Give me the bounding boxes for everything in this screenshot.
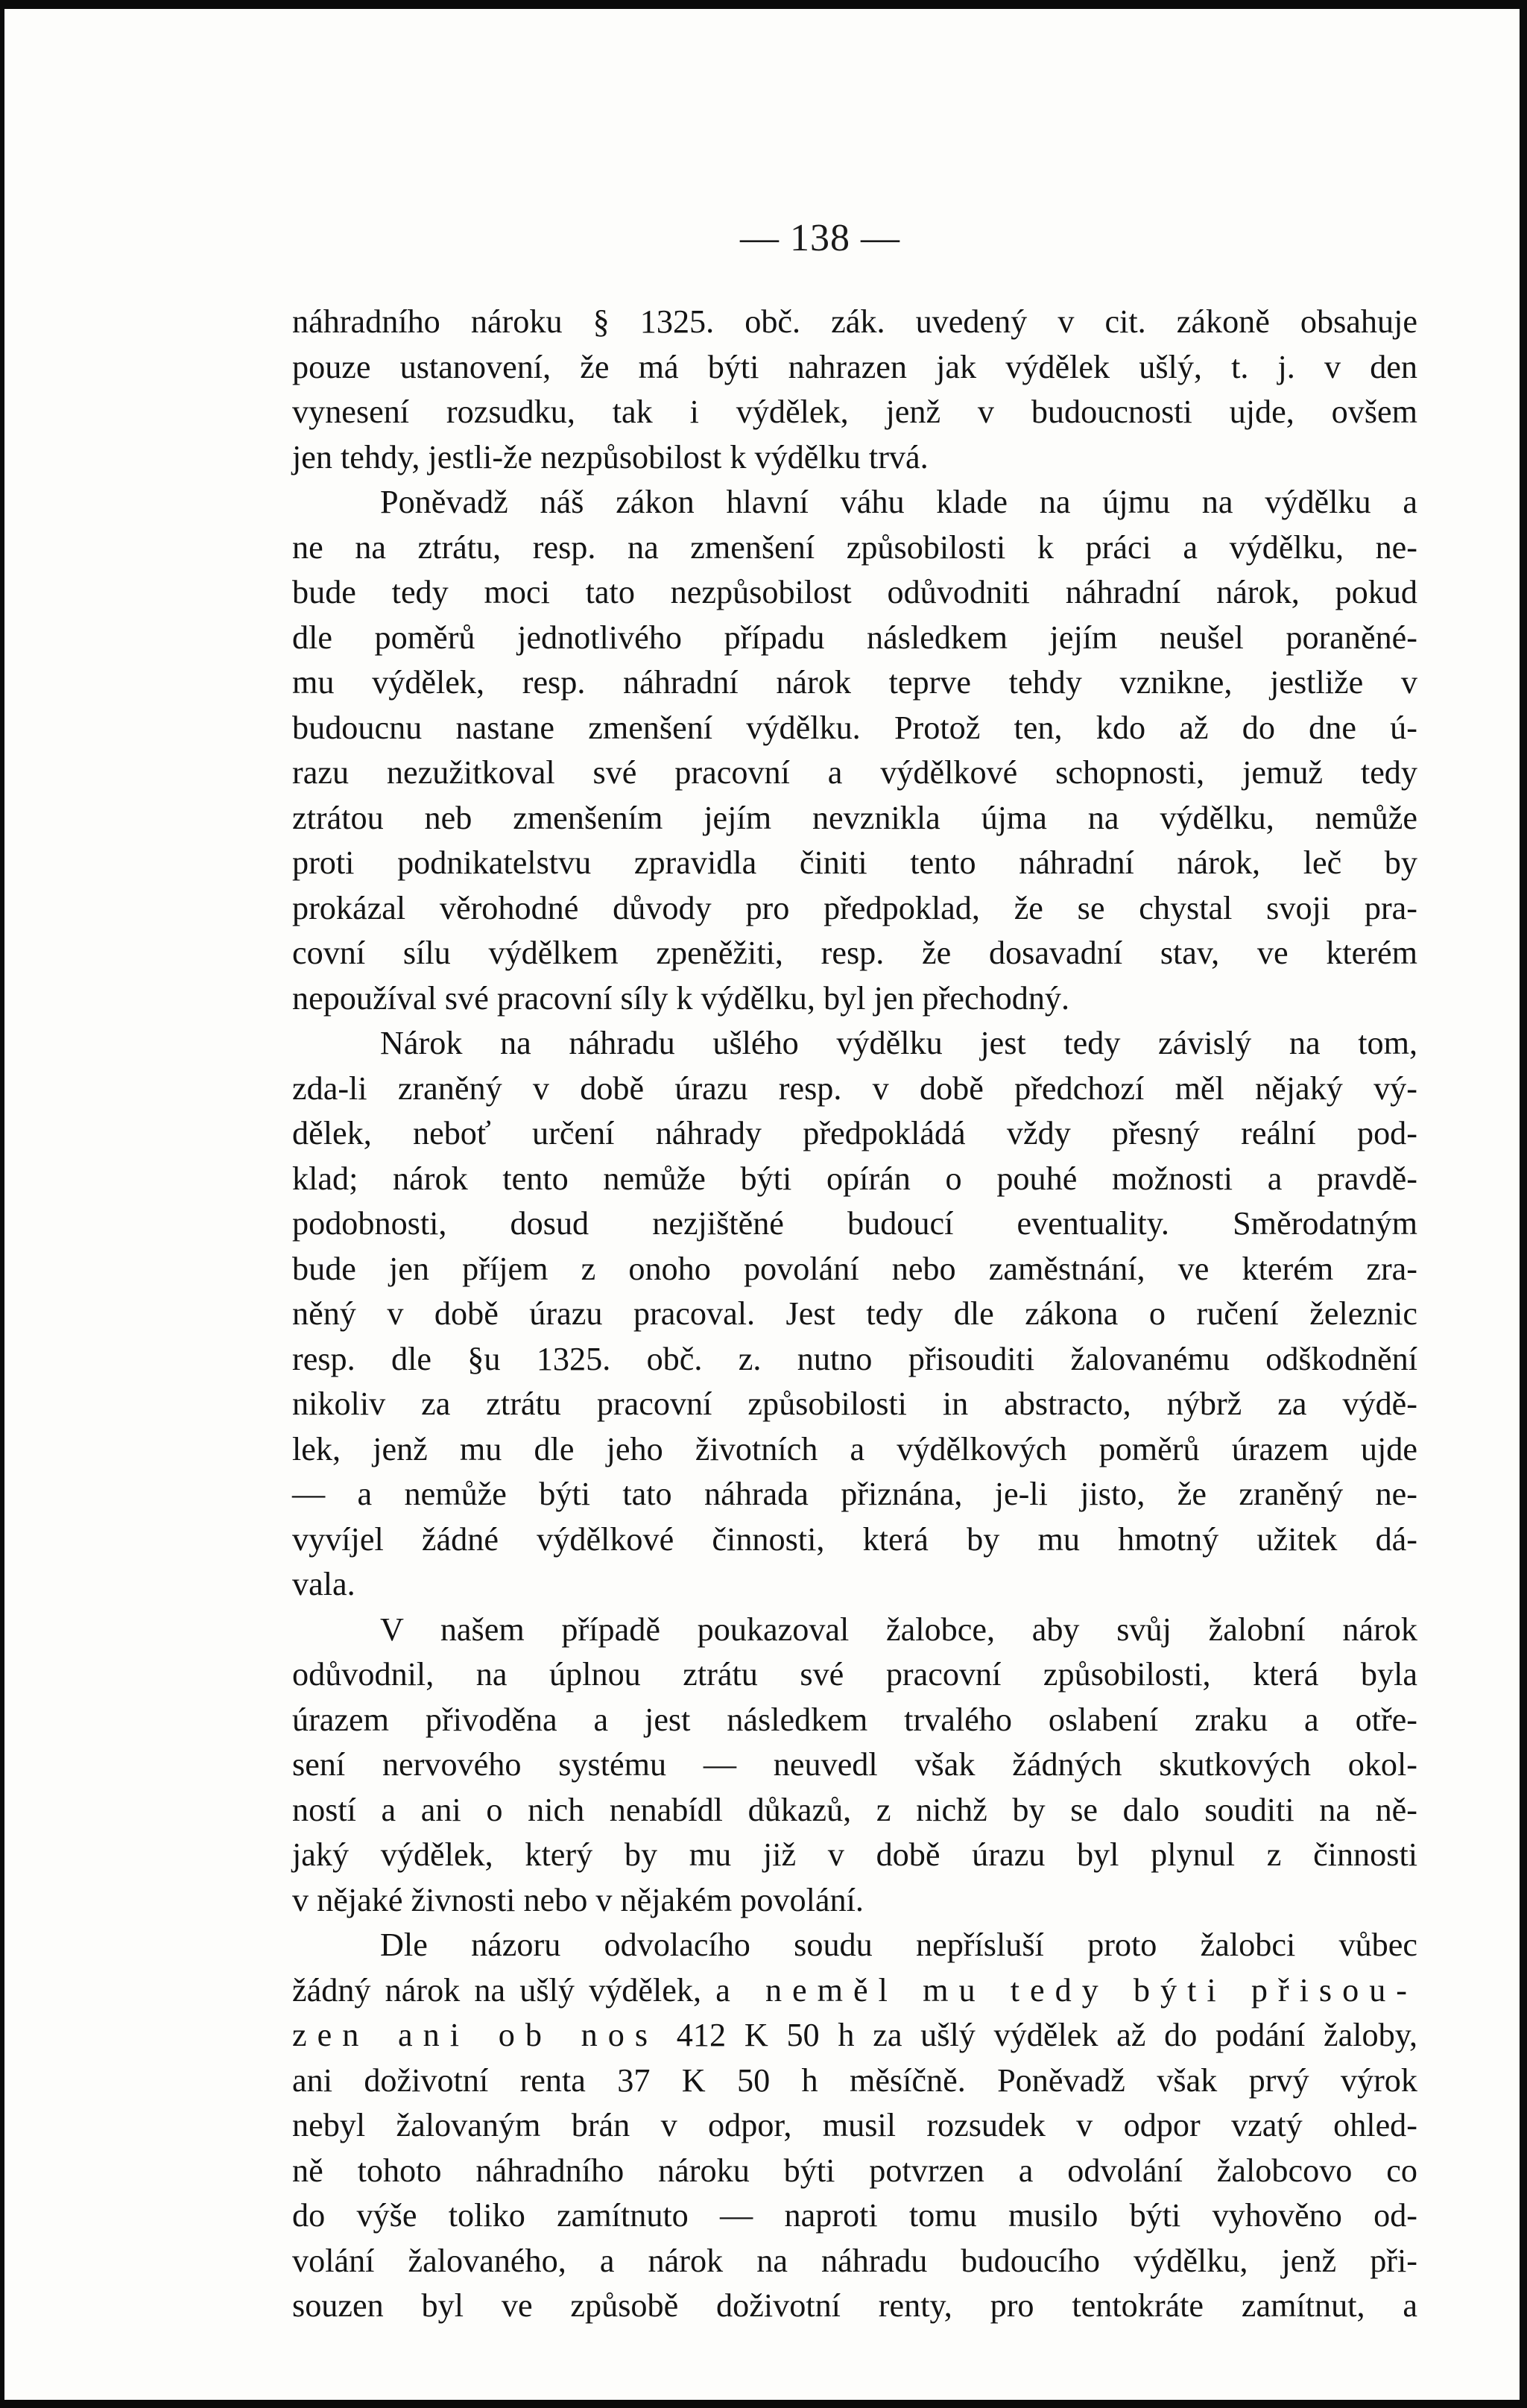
line-text: klad; nárok tento nemůže býti opírán o pouhé možnosti a pravdě-	[292, 1160, 1417, 1197]
line-text: — a nemůže býti tato náhrada přiznána, je-li jisto, že zraněný ne-	[292, 1476, 1417, 1512]
text-line	[292, 345, 1417, 391]
line-text: V našem případě poukazoval žalobce, aby svůj žalobní nárok	[380, 1611, 1417, 1648]
line-text: Nárok na náhradu ušlého výdělku jest tedy závislý na tom,	[380, 1025, 1417, 1061]
line-text: razu nezužitkoval své pracovní a výdělkové schopnosti, jemuž tedy	[292, 754, 1417, 791]
text-line	[292, 2284, 1417, 2329]
body-text	[292, 300, 1417, 2329]
line-text: proti podnikatelstvu zpravidla činiti tento náhradní nárok, leč by	[292, 844, 1417, 881]
text-line	[292, 706, 1417, 751]
text-line	[292, 1833, 1417, 1878]
line-text: ne na ztrátu, resp. na zmenšení způsobilosti k práci a výdělku, ne-	[292, 528, 1417, 566]
text-line	[292, 1968, 1417, 2014]
line-text: dělek, neboť určení náhrady předpokládá vždy přesný reální pod-	[292, 1115, 1417, 1151]
line-text: volání žalovaného, a nárok na náhradu budoucího výdělku, jenž při-	[292, 2242, 1417, 2279]
line-text: náhradního nároku § 1325. obč. zák. uvedený v cit. zákoně obsahuje	[292, 303, 1417, 340]
text-line	[292, 976, 1417, 1022]
line-text: ani doživotní renta 37 K 50 h měsíčně. Poněvadž však prvý výrok	[292, 2061, 1417, 2099]
text-line	[292, 1788, 1417, 1833]
book-page	[4, 9, 1520, 2400]
text-line	[292, 300, 1417, 345]
line-text: pouze ustanovení, že má býti nahrazen jak výdělek ušlý, t. j. v den	[292, 348, 1417, 385]
line-text: 412 K 50 h za ušlý výdělek až do podání žaloby,	[658, 2017, 1418, 2053]
line-text: zda-li zraněný v době úrazu resp. v době předchozí měl nějaký vý-	[292, 1069, 1417, 1107]
line-text: v nějaké živnosti nebo v nějakém povolání.	[292, 1881, 864, 1918]
text-line	[292, 1157, 1417, 1202]
line-text: ztrátou neb zmenšením jejím nevznikla újma na výdělku, nemůže	[292, 799, 1417, 836]
text-line	[292, 1247, 1417, 1292]
text-line	[292, 1292, 1417, 1337]
text-line	[292, 2239, 1417, 2284]
line-text: nepoužíval své pracovní síly k výdělku, byl jen přechodný.	[292, 979, 1070, 1017]
text-line	[292, 886, 1417, 932]
line-text: nebyl žalovaným brán v odpor, musil rozsudek v odpor vzatý ohled-	[292, 2107, 1417, 2143]
text-line	[292, 435, 1417, 481]
line-text: něný v době úrazu pracoval. Jest tedy dle zákona o ručení železnic	[292, 1295, 1417, 1332]
line-text: úrazem přivoděna a jest následkem trvalého oslabení zraku a otře-	[292, 1701, 1417, 1738]
line-text: vala.	[292, 1566, 355, 1602]
line-text: jen tehdy, jestli-že nezpůsobilost k výdělku trvá.	[292, 438, 929, 475]
line-text: odůvodnil, na úplnou ztrátu své pracovní způsobilosti, která byla	[292, 1656, 1417, 1693]
text-line	[292, 616, 1417, 661]
text-line	[292, 480, 1417, 525]
line-text: žádný nárok na ušlý výdělek,	[292, 1971, 702, 2009]
line-text: mu výdělek, resp. náhradní nárok teprve tehdy vznikne, jestliže v	[292, 664, 1417, 701]
text-line	[292, 525, 1417, 571]
line-text: lek, jenž mu dle jeho životních a výdělkových poměrů úrazem ujde	[292, 1430, 1417, 1467]
text-line	[292, 2149, 1417, 2194]
spaced-emphasis: zen ani ob nos	[292, 2017, 659, 2053]
line-text: ností a ani o nich nenabídl důkazů, z nichž by se dalo souditi na ně-	[292, 1791, 1417, 1828]
text-line	[292, 750, 1417, 796]
text-line	[292, 1698, 1417, 1743]
text-line	[292, 1382, 1417, 1427]
text-line	[292, 570, 1417, 616]
line-text: budoucnu nastane zmenšení výdělku. Protož ten, kdo až do dne ú-	[292, 709, 1417, 746]
text-line	[292, 660, 1417, 706]
text-line	[292, 1608, 1417, 1653]
text-line	[292, 1021, 1417, 1066]
text-line	[292, 2103, 1417, 2149]
text-line	[292, 2058, 1417, 2104]
text-line	[292, 1337, 1417, 1382]
text-line	[292, 2013, 1417, 2058]
text-line	[292, 1742, 1417, 1788]
text-line	[292, 1562, 1417, 1608]
line-text: dle poměrů jednotlivého případu následkem jejím neušel poraněné-	[292, 619, 1417, 656]
line-text: resp. dle §u 1325. obč. z. nutno přisouditi žalovanému odškodnění	[292, 1340, 1417, 1377]
line-text: podobnosti, dosud nezjištěné budoucí eventuality. Směrodatným	[292, 1205, 1417, 1242]
page-number: — 138 —	[740, 217, 900, 259]
line-text: covní sílu výdělkem zpeněžiti, resp. že dosavadní stav, ve kterém	[292, 935, 1417, 971]
line-text: do výše toliko zamítnuto — naproti tomu musilo býti vyhověno od-	[292, 2197, 1417, 2234]
line-text: vynesení rozsudku, tak i výdělek, jenž v budoucnosti ujde, ovšem	[292, 394, 1417, 430]
text-line	[292, 1517, 1417, 1563]
line-text: bude jen příjem z onoho povolání nebo zaměstnání, ve kterém zra-	[292, 1250, 1417, 1287]
text-line	[292, 1652, 1417, 1698]
text-line	[292, 1472, 1417, 1517]
line-text: prokázal věrohodné důvody pro předpoklad, že se chystal svoji pra-	[292, 889, 1417, 926]
line-text: nikoliv za ztrátu pracovní způsobilosti in abstracto, nýbrž za výdě-	[292, 1385, 1417, 1422]
text-line	[292, 1111, 1417, 1157]
line-text: Poněvadž náš zákon hlavní váhu klade na újmu na výdělku a	[380, 484, 1417, 520]
line-text: souzen byl ve způsobě doživotní renty, pro tentokráte zamítnut, a	[292, 2287, 1417, 2324]
text-line	[292, 1201, 1417, 1247]
text-line	[292, 2193, 1417, 2239]
line-text: vyvíjel žádné výdělkové činnosti, která by mu hmotný užitek dá-	[292, 1520, 1417, 1558]
text-line	[292, 1923, 1417, 1968]
text-line	[292, 931, 1417, 976]
text-line	[292, 1427, 1417, 1473]
line-text: jaký výdělek, který by mu již v době úrazu byl plynul z činnosti	[292, 1836, 1417, 1873]
text-line	[292, 1878, 1417, 1924]
line-text: Dle názoru odvolacího soudu nepřísluší proto žalobci vůbec	[380, 1927, 1417, 1963]
text-line	[292, 390, 1417, 435]
line-text: sení nervového systému — neuvedl však žádných skutkových okol-	[292, 1746, 1417, 1783]
text-line	[292, 796, 1417, 841]
text-line	[292, 1066, 1417, 1112]
text-line	[292, 841, 1417, 886]
line-text: bude tedy moci tato nezpůsobilost odůvodniti náhradní nárok, pokud	[292, 574, 1417, 610]
line-text: ně tohoto náhradního nároku býti potvrzen a odvolání žalobcovo co	[292, 2152, 1417, 2189]
spaced-emphasis: a neměl mu tedy býti přisou-	[715, 1971, 1418, 2009]
